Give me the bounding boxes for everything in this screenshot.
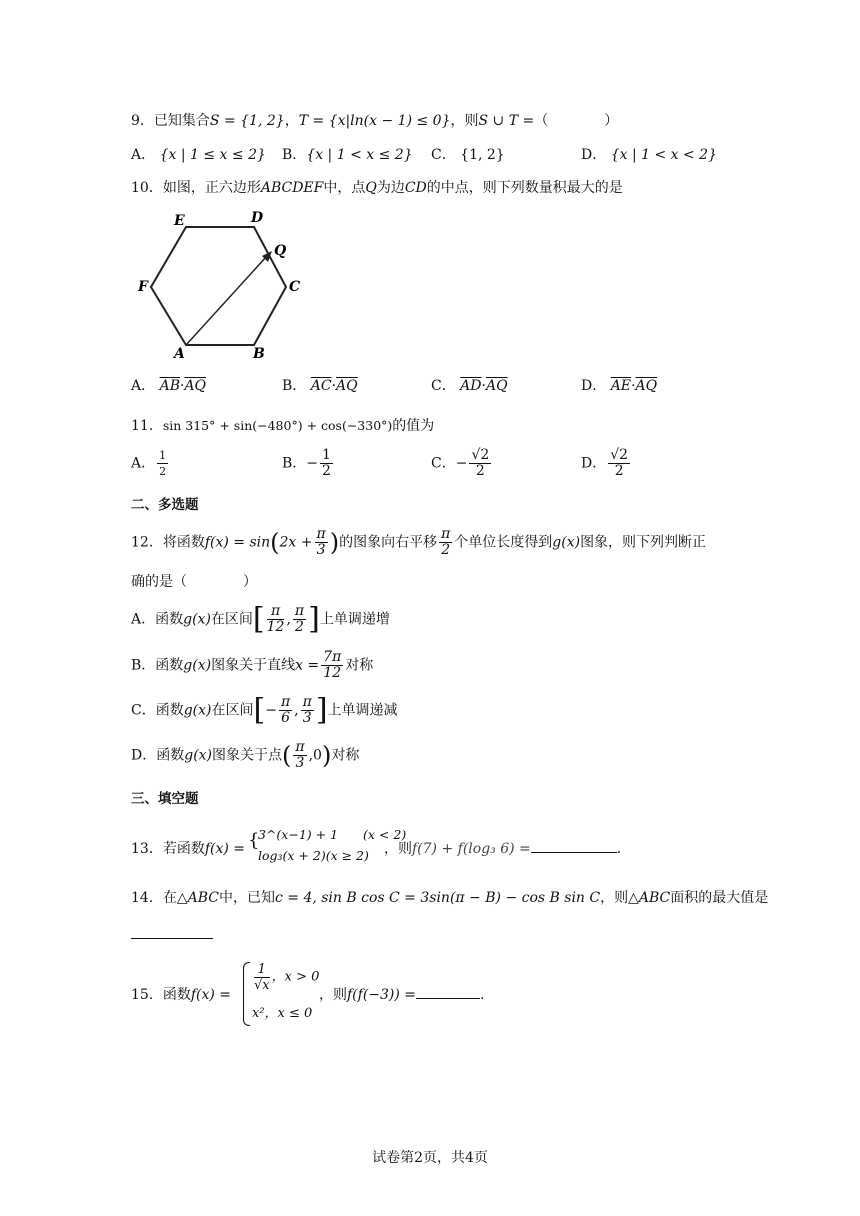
q9-option-d: D． {x | 1 < x < 2} <box>581 147 717 163</box>
q14-stem: 14．在△ABC中，已知c = 4, sin B cos C = 3sin(π − B) − cos B sin C，则△ABC面积的最大值是 <box>131 890 769 906</box>
q13-stem: 13．若函数f(x) = <box>131 841 246 857</box>
q15-left-brace <box>243 962 250 1026</box>
q11-stem: 11．sin 315° + sin(−480°) + cos(−330°)的值为 <box>131 418 435 434</box>
page-footer: 试卷第2页，共4页 <box>372 1150 488 1166</box>
q12-option-a: A．函数g(x)在区间[ $\frac{\pi}{12}$ , $\frac{\pi}{2}$ ]上单调递增 <box>131 601 390 637</box>
q12-option-b: B．函数g(x)图象关于直线x = $\frac{7\pi}{12}$ 对称 <box>131 649 374 681</box>
q13-case-2: log₃(x + 2)(x ≥ 2) <box>258 848 369 863</box>
q13-tail: ，则f(7) + f(log₃ 6) = . <box>384 841 622 857</box>
q10-option-d: D． $\overline{AE}\cdot\overline{AQ}$ <box>581 378 658 394</box>
label-c: C <box>289 279 301 295</box>
hexagon-outline <box>151 227 286 345</box>
q10-option-a: A． $\overline{AB}\cdot\overline{AQ}$ <box>131 378 207 394</box>
q11-option-b: B．− $\frac{1}{2}$ <box>282 447 331 479</box>
q13-case-1: 3^(x−1) + 1 (x < 2) <box>258 827 407 842</box>
label-d: D <box>251 210 264 226</box>
q9-option-a: A． {x | 1 ≤ x ≤ 2} <box>131 147 266 163</box>
q9-stem: 9．已知集合S = {1, 2}，T = {x|ln(x − 1) ≤ 0}，则S ∪ T =（ ） <box>131 113 619 129</box>
q11-option-a: A． $\frac{1}{2}$ <box>131 449 167 478</box>
hexagon-figure <box>136 207 306 362</box>
q12-stem-line2: 确的是（ ） <box>131 574 257 590</box>
q15-case-2: x²，x ≤ 0 <box>252 1006 313 1021</box>
answer-blank <box>531 840 617 853</box>
q15-tail: ，则f(f(−3)) = . <box>319 987 485 1003</box>
q9-option-b: B．{x | 1 < x ≤ 2} <box>282 147 413 163</box>
q12-option-d: D．函数g(x)图象关于点( $\frac{\pi}{3}$ ,0)对称 <box>131 739 360 771</box>
q11-option-c: C．− $\frac{√2}{2}$ <box>431 447 490 479</box>
label-f: F <box>138 279 148 295</box>
label-e: E <box>174 213 185 229</box>
q10-stem: 10．如图，正六边形ABCDEF中，点Q为边CD的中点，则下列数量积最大的是 <box>131 180 623 196</box>
q14-answer-blank <box>131 926 213 939</box>
q11-option-d: D． $\frac{√2}{2}$ <box>581 447 629 479</box>
vector-aq <box>186 256 267 345</box>
q12-stem: 12．将函数f(x) = sin(2x + $\frac{\pi}{3}$ )的图象向右平移 $\frac{\pi}{2}$ 个单位长度得到g(x)图象，则下列判断正 <box>131 526 707 558</box>
label-b: B <box>253 346 265 362</box>
section-heading-fill-in: 三、填空题 <box>131 791 199 807</box>
q15-stem: 15．函数f(x) = <box>131 987 232 1003</box>
label-q: Q <box>274 243 287 259</box>
q10-option-c: C． $\overline{AD}\cdot\overline{AQ}$ <box>431 378 508 394</box>
q12-option-c: C．函数g(x)在区间[− $\frac{\pi}{6}$ , $\frac{\pi}{3}$ ]上单调递减 <box>131 692 398 728</box>
q9-option-c: C． {1, 2} <box>431 147 505 163</box>
q10-option-b: B． $\overline{AC}\cdot\overline{AQ}$ <box>282 378 358 394</box>
answer-blank <box>416 986 480 999</box>
section-heading-multiple-choice: 二、多选题 <box>131 497 199 513</box>
label-a: A <box>174 346 185 362</box>
q13-brace: { <box>248 830 260 851</box>
q15-case-1: $\frac{1}{√x}$ ，x > 0 <box>254 962 320 993</box>
